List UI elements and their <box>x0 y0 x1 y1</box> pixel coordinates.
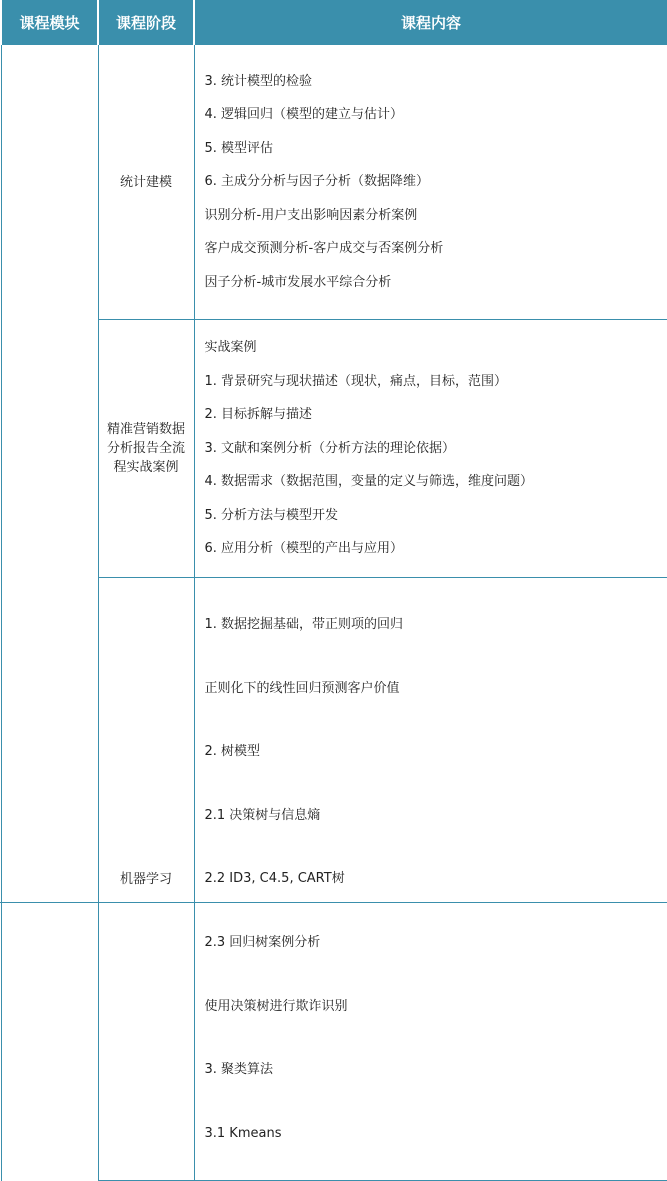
list-item: 实战案例 <box>205 331 667 365</box>
list-item: 6. 应用分析（模型的产出与应用） <box>205 532 667 566</box>
list-item: 识别分析-用户支出影响因素分析案例 <box>205 199 667 233</box>
header-row <box>1 0 667 45</box>
table-row <box>1 578 667 1181</box>
table-bottom-border <box>0 902 667 903</box>
list-item: 因子分析-城市发展水平综合分析 <box>205 266 667 300</box>
list-item: 1. 背景研究与现状描述（现状，痛点，目标，范围） <box>205 365 667 399</box>
list-item: 1. 数据挖掘基础，带正则项的回归 <box>205 608 667 642</box>
list-item: 6. 主成分分析与因子分析（数据降维） <box>205 165 667 199</box>
table-row <box>1 45 667 320</box>
header-content: 课程内容 <box>194 0 667 45</box>
header-stage: 课程阶段 <box>98 0 194 45</box>
list-item: 3. 聚类算法 <box>205 1053 667 1087</box>
list-item: 3. 文献和案例分析（分析方法的理论依据） <box>205 432 667 466</box>
header-module: 课程模块 <box>1 0 98 45</box>
stage-cell: 统计建模 <box>98 45 194 320</box>
table-row <box>1 320 667 578</box>
list-item: 4. 数据需求（数据范围，变量的定义与筛选，维度问题） <box>205 465 667 499</box>
list-item: 使用决策树进行欺诈识别 <box>205 990 667 1024</box>
list-item: 2.3 回归树案例分析 <box>205 926 667 960</box>
list-item: 2.1 决策树与信息熵 <box>205 799 667 833</box>
content-cell <box>194 320 667 578</box>
list-item: 4. 逻辑回归（模型的建立与估计） <box>205 98 667 132</box>
list-item: 5. 分析方法与模型开发 <box>205 499 667 533</box>
content-cell <box>194 45 667 320</box>
list-item: 2. 树模型 <box>205 735 667 769</box>
content-cell <box>194 578 667 1181</box>
list-item: 2. 目标拆解与描述 <box>205 398 667 432</box>
list-item: 2.2 ID3, C4.5, CART树 <box>205 862 667 896</box>
list-item: 正则化下的线性回归预测客户价值 <box>205 672 667 706</box>
stage-cell: 机器学习 <box>98 578 194 1181</box>
list-item: 3.1 Kmeans <box>205 1117 667 1151</box>
list-item: 客户成交预测分析-客户成交与否案例分析 <box>205 232 667 266</box>
list-item: 5. 模型评估 <box>205 132 667 166</box>
list-item: 3. 统计模型的检验 <box>205 65 667 99</box>
stage-cell: 精准营销数据分析报告全流程实战案例 <box>98 320 194 578</box>
module-cell <box>1 45 98 1181</box>
